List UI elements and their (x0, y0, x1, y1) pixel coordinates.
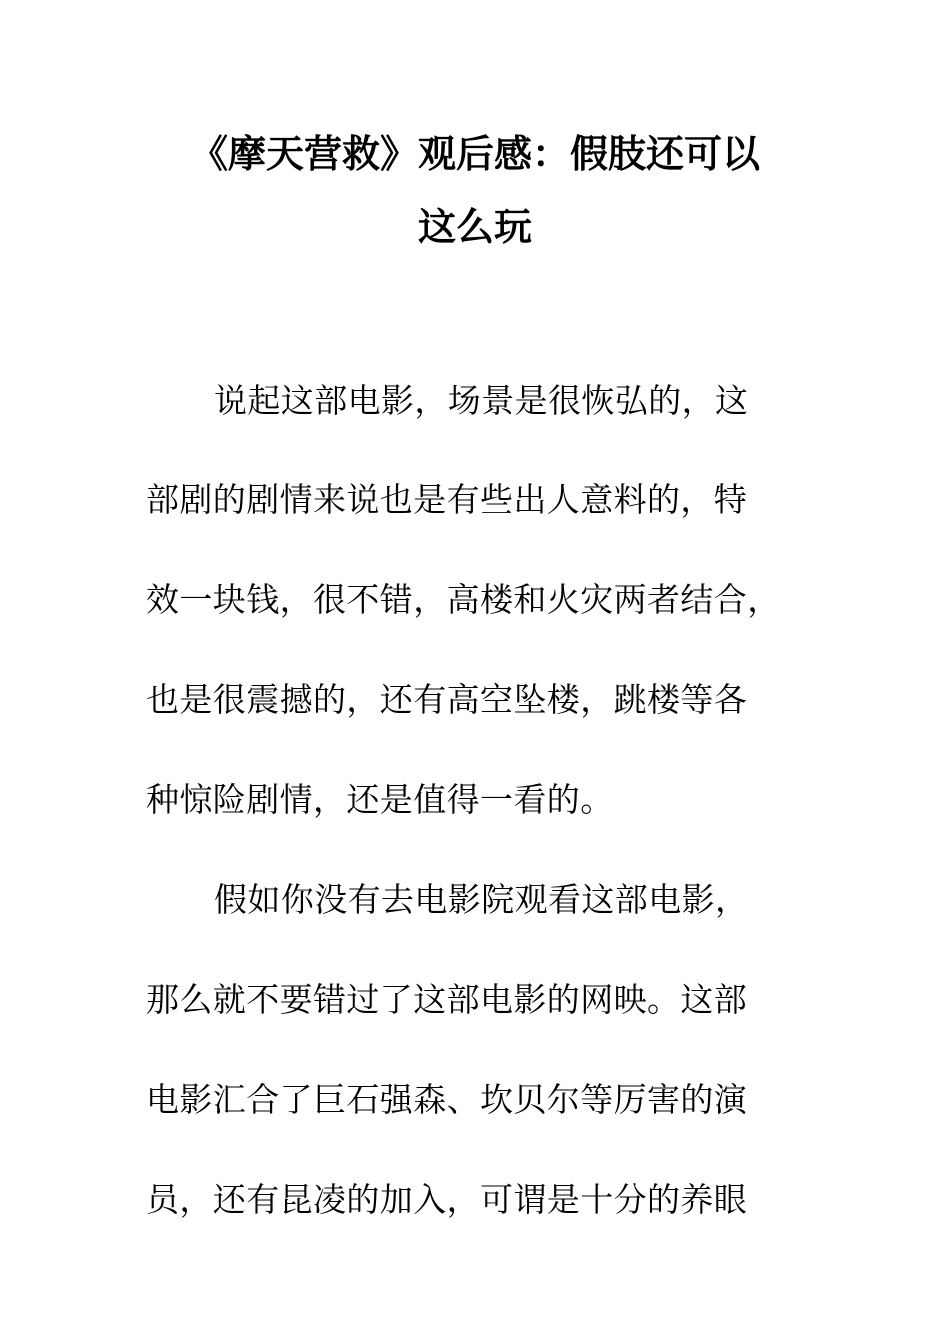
paragraph-line: 部剧的剧情来说也是有些出人意料的，特 (146, 480, 748, 519)
paragraph-line: 说起这部电影，场景是很恢弘的，这 (214, 381, 749, 420)
paragraph-line: 电影汇合了巨石强森、坎贝尔等厉害的演 (146, 1080, 748, 1119)
paragraph-line: 员，还有昆凌的加入，可谓是十分的养眼 (146, 1180, 748, 1219)
paragraph-line: 也是很震撼的，还有高空坠楼，跳楼等各 (146, 680, 748, 719)
paragraph-line: 那么就不要错过了这部电影的网映。这部 (146, 980, 748, 1019)
document-title-line-1: 《摩天营救》观后感：假肢还可以 (189, 131, 760, 176)
paragraph-line: 假如你没有去电影院观看这部电影， (214, 880, 749, 919)
paragraph-line: 种惊险剧情，还是值得一看的。 (146, 780, 614, 819)
document-title-line-2: 这么玩 (417, 204, 532, 249)
paragraph-line: 效一块钱，很不错，高楼和火灾两者结合， (146, 580, 781, 619)
